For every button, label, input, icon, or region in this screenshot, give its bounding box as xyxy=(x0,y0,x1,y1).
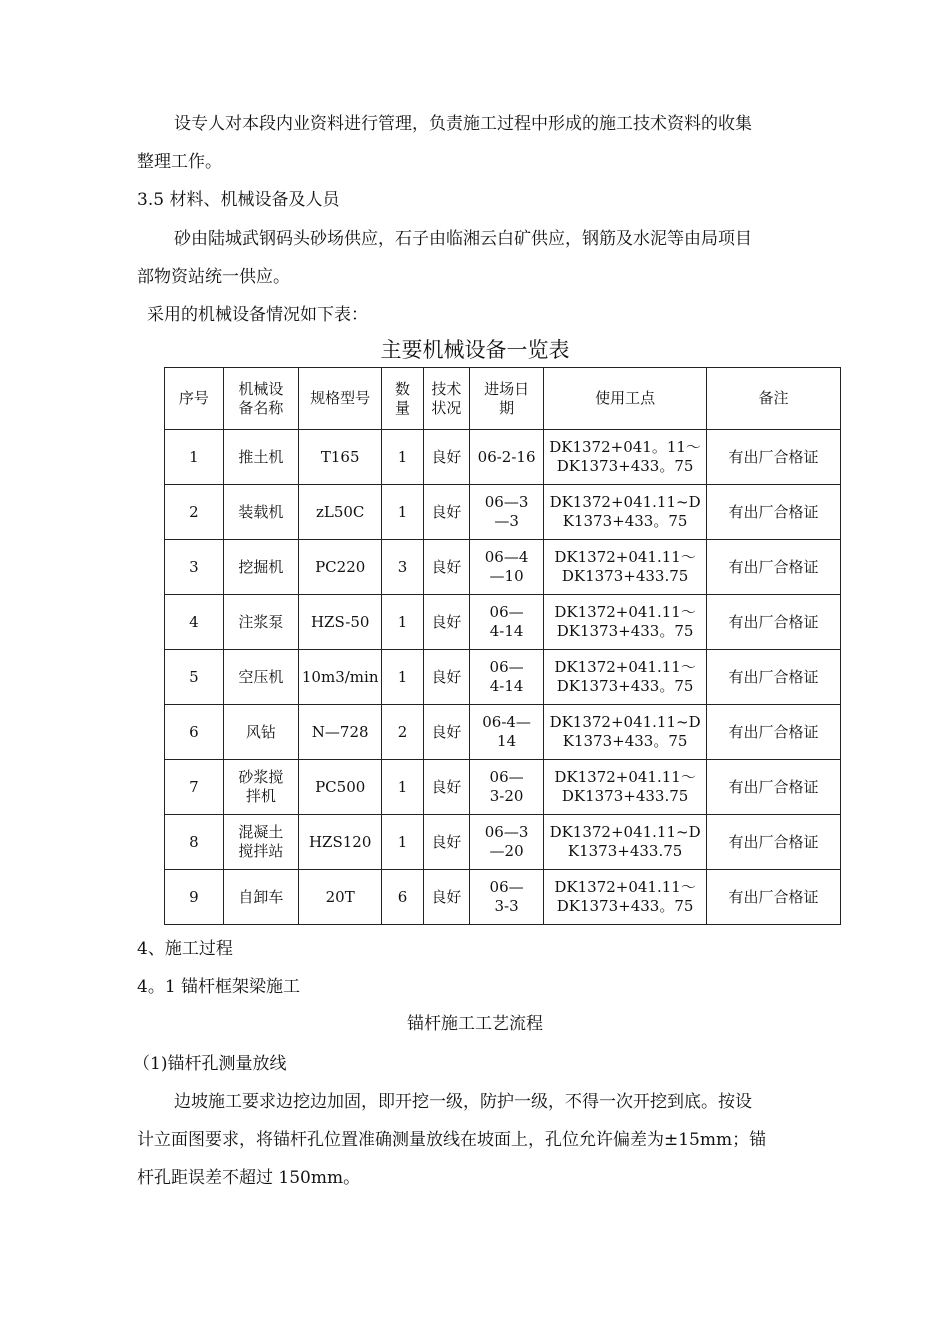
cell-seq: 1 xyxy=(165,430,224,485)
cell-qty: 1 xyxy=(382,595,423,650)
cell-location: DK1372+041。11～ DK1373+433。75 xyxy=(544,430,707,485)
cell-model: zL50C xyxy=(298,485,381,540)
cell-model: PC220 xyxy=(298,540,381,595)
header-status: 技术 状况 xyxy=(423,368,469,430)
cell-seq: 7 xyxy=(165,760,224,815)
section-heading-4-1: 4。1 锚杆框架梁施工 xyxy=(137,977,301,997)
cell-qty: 3 xyxy=(382,540,423,595)
cell-name: 混凝土 搅拌站 xyxy=(223,815,298,870)
cell-name: 砂浆搅 拌机 xyxy=(223,760,298,815)
header-location: 使用工点 xyxy=(544,368,707,430)
cell-date: 06— 4-14 xyxy=(470,650,544,705)
cell-location: DK1372+041.11~D K1373+433。75 xyxy=(544,705,707,760)
cell-seq: 9 xyxy=(165,870,224,925)
cell-status: 良好 xyxy=(423,485,469,540)
cell-name: 风钻 xyxy=(223,705,298,760)
cell-remark: 有出厂合格证 xyxy=(707,815,841,870)
cell-model: PC500 xyxy=(298,760,381,815)
cell-location: DK1372+041.11～ DK1373+433.75 xyxy=(544,540,707,595)
header-name: 机械设 备名称 xyxy=(223,368,298,430)
cell-date: 06— 4-14 xyxy=(470,595,544,650)
paragraph-line: 采用的机械设备情况如下表： xyxy=(147,305,368,325)
cell-remark: 有出厂合格证 xyxy=(707,485,841,540)
cell-name: 挖掘机 xyxy=(223,540,298,595)
cell-qty: 1 xyxy=(382,815,423,870)
section-heading-3-5: 3.5 材料、机械设备及人员 xyxy=(137,190,340,210)
cell-date: 06-2-16 xyxy=(470,430,544,485)
cell-location: DK1372+041.11~D K1373+433。75 xyxy=(544,485,707,540)
cell-status: 良好 xyxy=(423,540,469,595)
cell-model: 20T xyxy=(298,870,381,925)
cell-date: 06—4 —10 xyxy=(470,540,544,595)
paragraph-line: 设专人对本段内业资料进行管理，负责施工过程中形成的施工技术资料的收集 xyxy=(174,114,752,134)
step-heading: （1)锚杆孔测量放线 xyxy=(133,1054,287,1074)
cell-model: HZS-50 xyxy=(298,595,381,650)
paragraph-line: 边坡施工要求边挖边加固，即开挖一级，防护一级，不得一次开挖到底。按设 xyxy=(174,1092,752,1112)
cell-location: DK1372+041.11～ DK1373+433。75 xyxy=(544,870,707,925)
cell-remark: 有出厂合格证 xyxy=(707,540,841,595)
cell-model: 10m3/min xyxy=(298,650,381,705)
cell-date: 06—3 —3 xyxy=(470,485,544,540)
cell-remark: 有出厂合格证 xyxy=(707,430,841,485)
cell-qty: 1 xyxy=(382,485,423,540)
cell-model: N—728 xyxy=(298,705,381,760)
cell-status: 良好 xyxy=(423,705,469,760)
cell-remark: 有出厂合格证 xyxy=(707,650,841,705)
cell-location: DK1372+041.11～ DK1373+433。75 xyxy=(544,595,707,650)
cell-date: 06—3 —20 xyxy=(470,815,544,870)
cell-name: 空压机 xyxy=(223,650,298,705)
header-date: 进场日 期 xyxy=(470,368,544,430)
cell-qty: 1 xyxy=(382,650,423,705)
cell-date: 06— 3-20 xyxy=(470,760,544,815)
cell-seq: 5 xyxy=(165,650,224,705)
cell-remark: 有出厂合格证 xyxy=(707,595,841,650)
flow-title: 锚杆施工工艺流程 xyxy=(407,1014,543,1034)
cell-model: T165 xyxy=(298,430,381,485)
cell-remark: 有出厂合格证 xyxy=(707,760,841,815)
cell-date: 06-4— 14 xyxy=(470,705,544,760)
cell-status: 良好 xyxy=(423,815,469,870)
equipment-table xyxy=(164,367,841,925)
cell-name: 注浆泵 xyxy=(223,595,298,650)
section-heading-4: 4、施工过程 xyxy=(137,939,233,959)
cell-name: 自卸车 xyxy=(223,870,298,925)
table-row xyxy=(165,595,841,650)
cell-status: 良好 xyxy=(423,650,469,705)
paragraph-line: 整理工作。 xyxy=(137,152,222,172)
cell-seq: 6 xyxy=(165,705,224,760)
table-row xyxy=(165,540,841,595)
paragraph-line: 砂由陆城武钢码头砂场供应，石子由临湘云白矿供应，钢筋及水泥等由局项目 xyxy=(174,229,752,249)
cell-status: 良好 xyxy=(423,870,469,925)
cell-status: 良好 xyxy=(423,760,469,815)
table-row xyxy=(165,870,841,925)
cell-date: 06— 3-3 xyxy=(470,870,544,925)
cell-qty: 6 xyxy=(382,870,423,925)
table-row xyxy=(165,650,841,705)
table-header-row xyxy=(165,368,841,430)
cell-status: 良好 xyxy=(423,595,469,650)
cell-remark: 有出厂合格证 xyxy=(707,705,841,760)
header-remark: 备注 xyxy=(707,368,841,430)
cell-name: 装载机 xyxy=(223,485,298,540)
header-qty: 数 量 xyxy=(382,368,423,430)
header-model: 规格型号 xyxy=(298,368,381,430)
table-row xyxy=(165,815,841,870)
cell-name: 推土机 xyxy=(223,430,298,485)
cell-location: DK1372+041.11~D K1373+433.75 xyxy=(544,815,707,870)
cell-model: HZS120 xyxy=(298,815,381,870)
table-row xyxy=(165,485,841,540)
table-row xyxy=(165,430,841,485)
cell-seq: 4 xyxy=(165,595,224,650)
cell-qty: 1 xyxy=(382,430,423,485)
paragraph-line: 计立面图要求，将锚杆孔位置准确测量放线在坡面上，孔位允许偏差为±15mm；锚 xyxy=(137,1130,767,1150)
cell-qty: 1 xyxy=(382,760,423,815)
table-title: 主要机械设备一览表 xyxy=(380,338,570,362)
paragraph-line: 部物资站统一供应。 xyxy=(137,267,290,287)
table-row xyxy=(165,705,841,760)
cell-seq: 3 xyxy=(165,540,224,595)
table-row xyxy=(165,760,841,815)
cell-status: 良好 xyxy=(423,430,469,485)
cell-remark: 有出厂合格证 xyxy=(707,870,841,925)
cell-qty: 2 xyxy=(382,705,423,760)
cell-seq: 8 xyxy=(165,815,224,870)
header-seq: 序号 xyxy=(165,368,224,430)
cell-seq: 2 xyxy=(165,485,224,540)
cell-location: DK1372+041.11～ DK1373+433。75 xyxy=(544,650,707,705)
cell-location: DK1372+041.11～ DK1373+433.75 xyxy=(544,760,707,815)
paragraph-line: 杆孔距误差不超过 150mm。 xyxy=(137,1168,361,1188)
